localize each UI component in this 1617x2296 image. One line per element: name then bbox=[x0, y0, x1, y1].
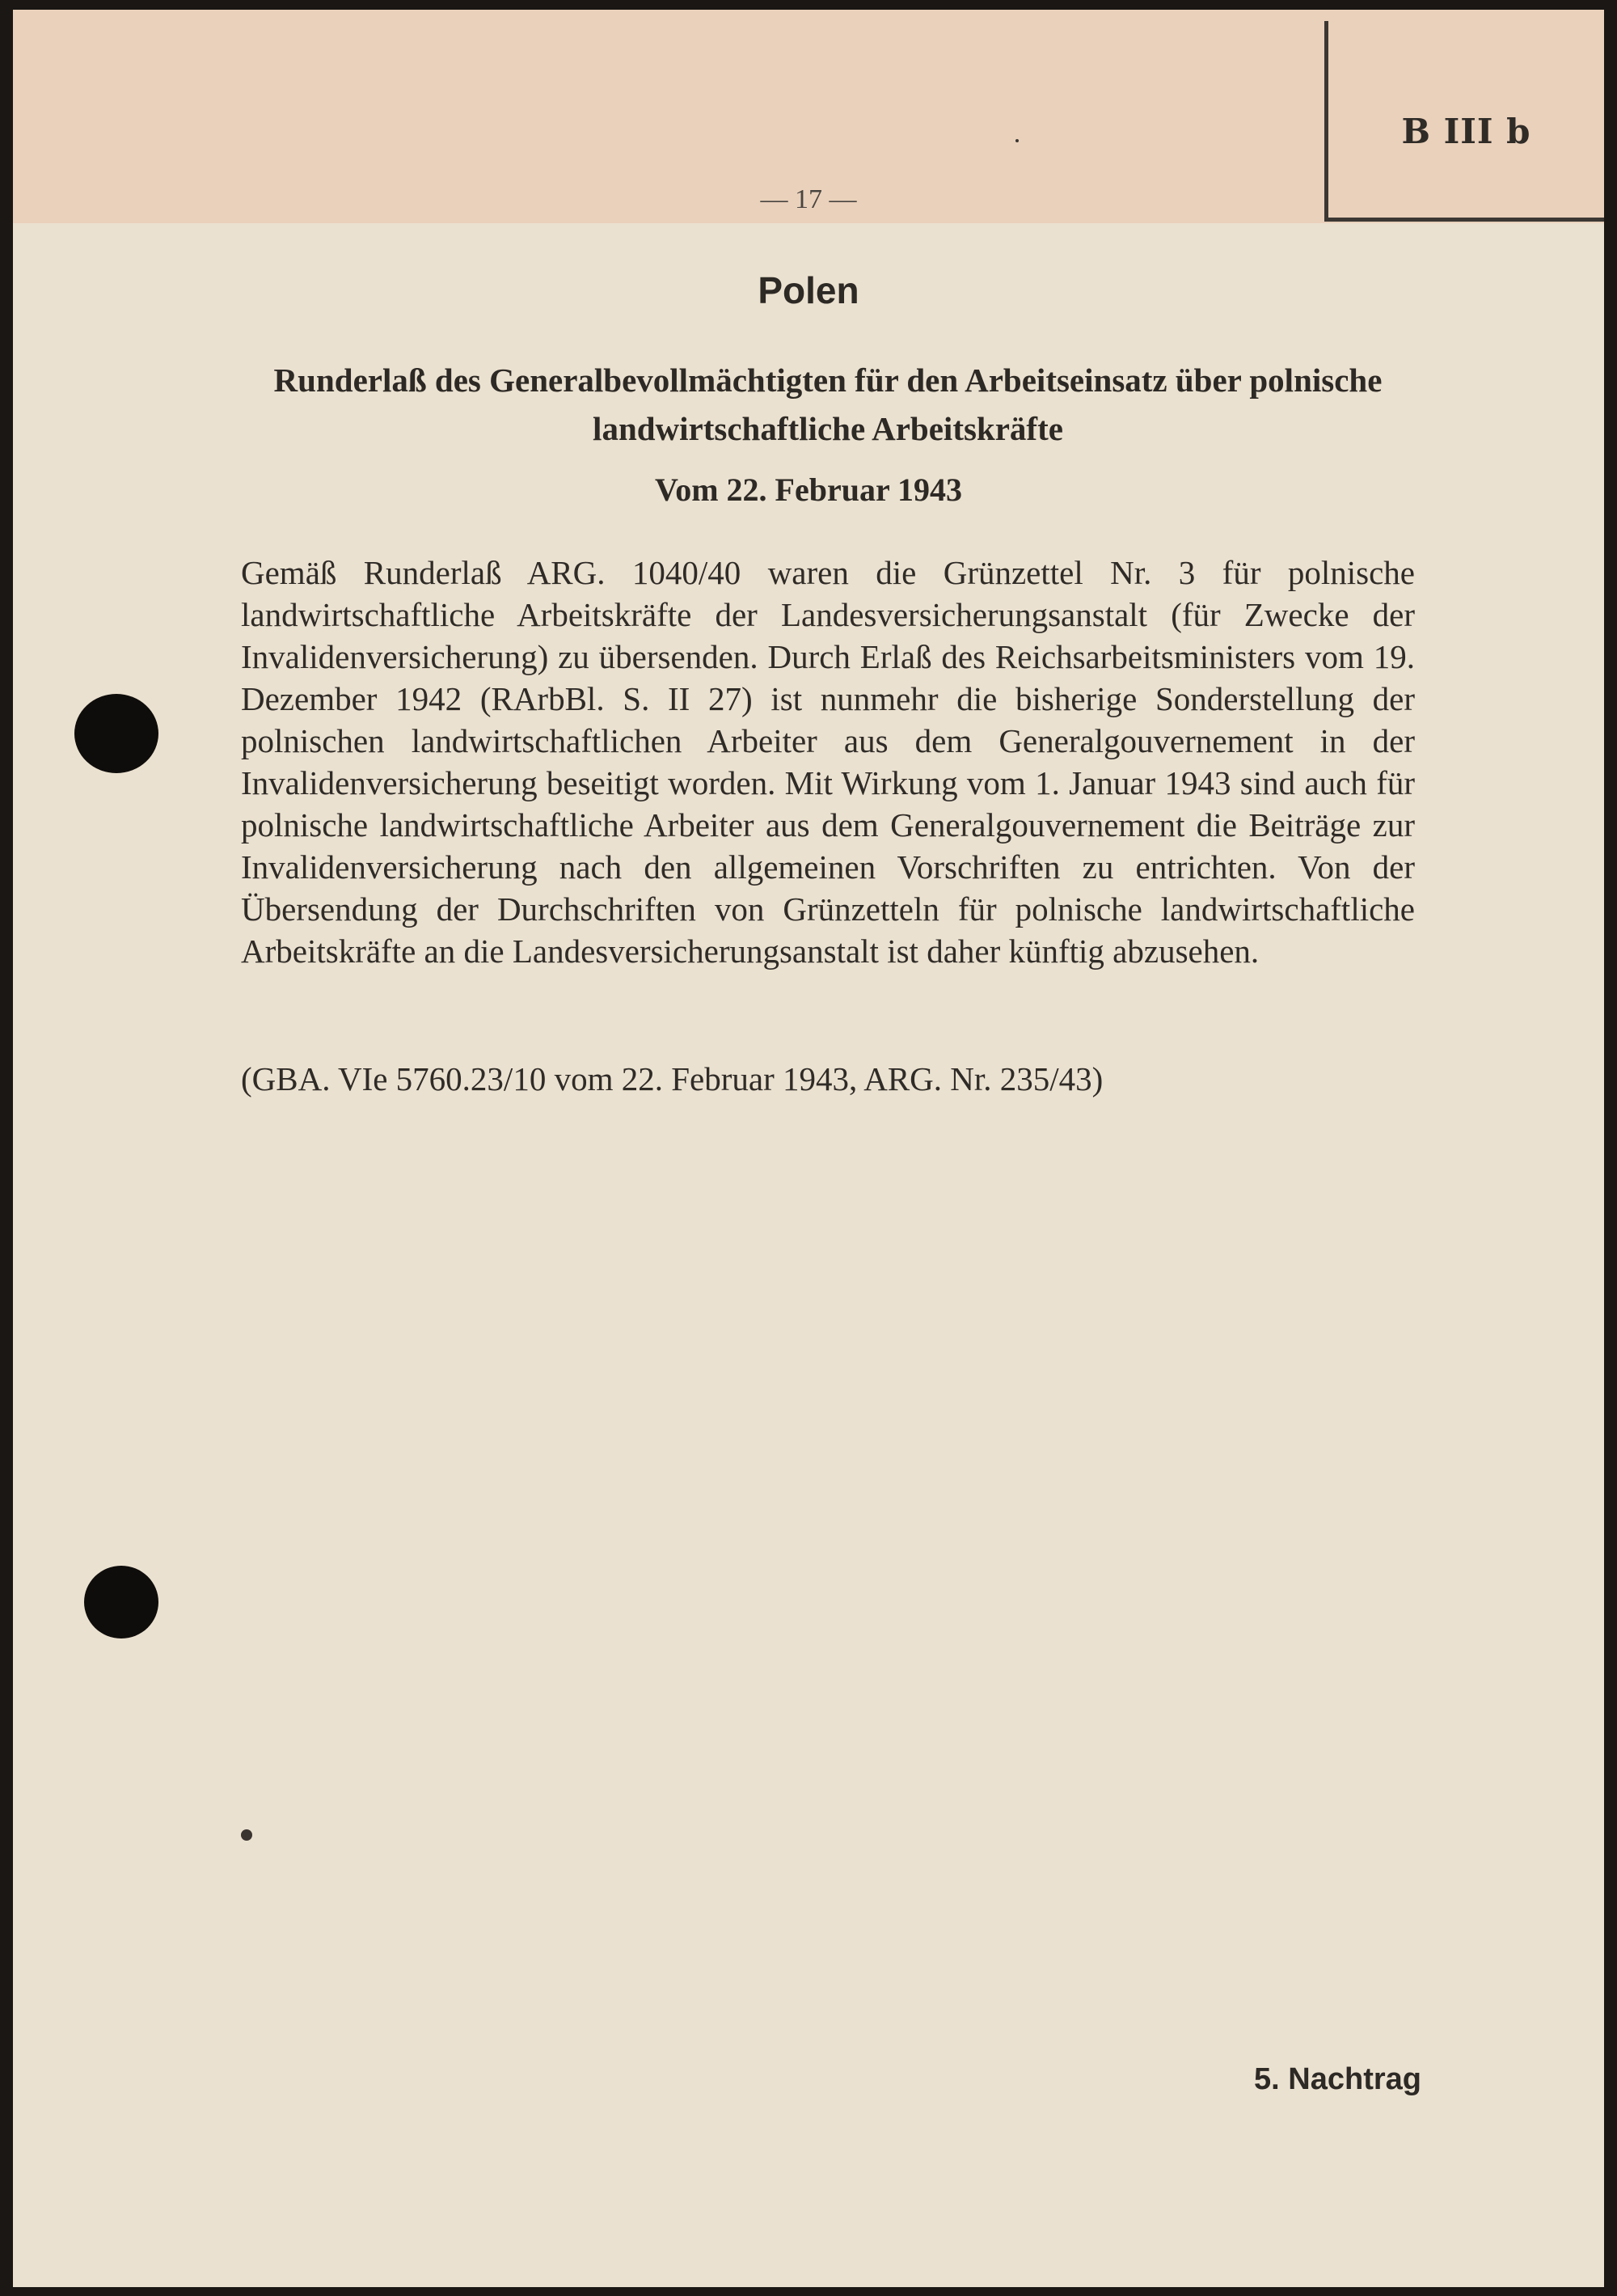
punch-hole-bottom bbox=[84, 1566, 158, 1638]
ink-speck bbox=[241, 1829, 252, 1841]
body-paragraph: Gemäß Runderlaß ARG. 1040/40 waren die Grünzettel Nr. 3 für polnische landwirtschaftliche Arbeitskräfte der Landesversicherungsanstalt (für Zwecke der Invalidenversicherung) zu übersenden. Durch Erlaß des Reichsarbeitsministers vom 19. Dezember 1942 (RArbBl. S. II 27) ist nunmehr die bisherige Sonderstellung der polnischen landwirtschaftlichen Arbeiter aus dem Generalgouvernement in der Invalidenversicherung beseitigt worden. Mit Wirkung vom 1. Januar 1943 sind auch für polnische landwirtschaftliche Arbeiter aus dem Generalgouvernement die Beiträge zur Invalidenversicherung nach den allgemeinen Vorschriften zu entrichten. Von der Übersendung der Durchschriften von Grünzetteln für polnische landwirtschaftliche Arbeitskräfte an die Landesversicherungsanstalt ist daher künftig abzusehen. bbox=[241, 554, 1415, 970]
document-subtitle: Runderlaß des Generalbevollmächtigten für den Arbeitseinsatz über polnische landwirtschaftliche Arbeitskräfte bbox=[273, 362, 1383, 447]
punch-hole-top bbox=[74, 694, 158, 773]
reference-line: (GBA. VIe 5760.23/10 vom 22. Februar 1943, ARG. Nr. 235/43) bbox=[241, 1060, 1104, 1097]
document-page bbox=[13, 10, 1604, 2287]
document-title: Polen bbox=[758, 269, 859, 311]
document-date: Vom 22. Februar 1943 bbox=[655, 471, 962, 508]
ink-speck bbox=[1015, 139, 1019, 142]
supplement-label: 5. Nachtrag bbox=[1254, 2062, 1421, 2096]
section-tab-label: B III b bbox=[1401, 112, 1531, 151]
page-number: — 17 — bbox=[760, 184, 857, 214]
